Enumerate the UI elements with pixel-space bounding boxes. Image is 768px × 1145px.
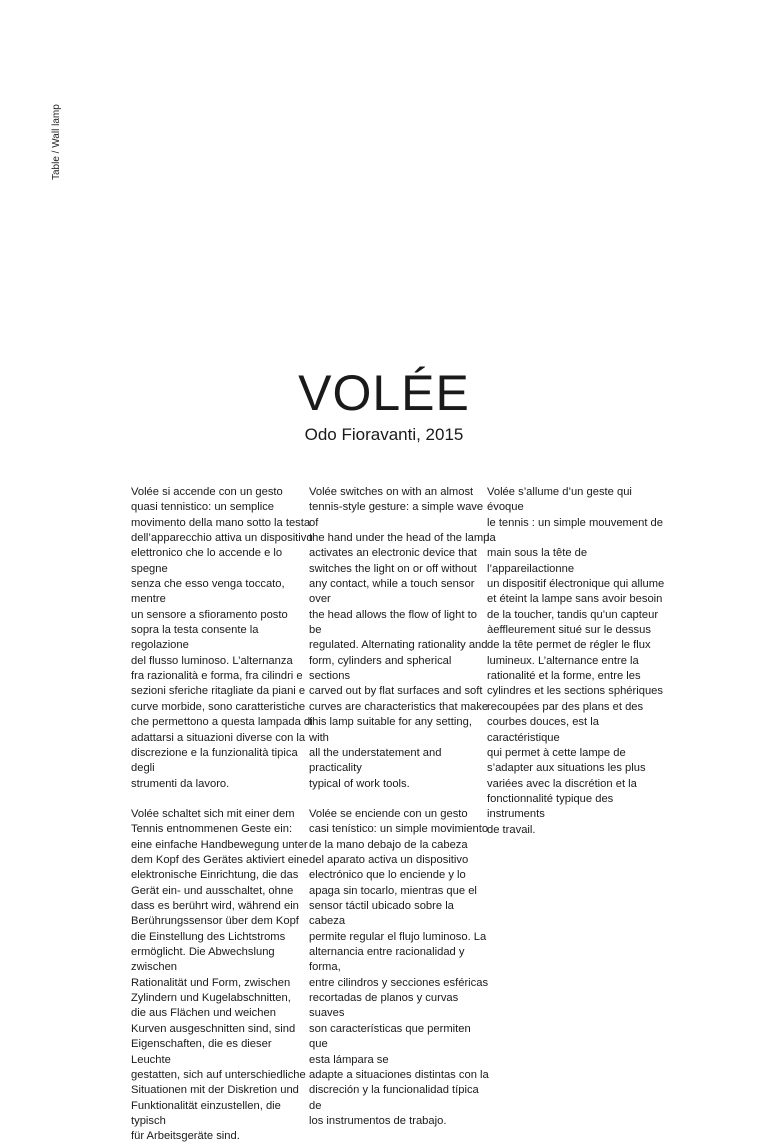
paragraph-french: Volée s’allume d’un geste qui évoque le tennis : un simple mouvement de la main sous la tête de l’appareilactionne un dispositif électronique qui allume et éteint la lampe sans avoir besoin de la toucher, tandis qu’un capteur àeffleurement situé sur le dessus de la tête permet de régler le flux lumineux. L’alternance entre la rationalité et la forme, entre les cylindres et les sections sphériques recoupées par des plans et des courbes douces, est la caractéristique qui permet à cette lampe de s’adapter aux situations les plus variées avec la discrétion et la fonctionnalité typique des instruments de travail. bbox=[487, 486, 665, 836]
paragraph-spanish: Volée se enciende con un gesto casi tenístico: un simple movimiento de la mano debajo de la cabeza del aparato activa un dispositivo electrónico que lo enciende y lo apaga sin tocarlo, mientras que el sensor táctil ubicado sobre la cabeza permite regular el flujo luminoso. La alternancia entre racionalidad y forma, entre cilindros y secciones esféricas recortadas de planos y curvas suaves son características que permiten que esta lámpara se adapte a situaciones distintas con la discreción y la funcionalidad típica de los instrumentos de trabajo. bbox=[309, 808, 489, 1127]
paragraph-english: Volée switches on with an almost tennis-style gesture: a simple wave of the hand under the head of the lamp activates an electronic device that switches the light on or off without any contact, while a touch sensor over the head allows the flow of light to be regulated. Alternating rationality and form, cylinders and spherical sections carved out by flat surfaces and soft curves are characteristics that make this lamp suitable for any setting, with all the understatement and practicality typical of work tools. bbox=[309, 486, 490, 790]
product-title: VOLÉE bbox=[298, 365, 470, 421]
paragraph-german: Volée schaltet sich mit einer dem Tennis entnommenen Geste ein: eine einfache Handbewegung unter dem Kopf des Gerätes aktiviert eine elektronische Einrichtung, die das Gerät ein- und ausschaltet, ohne dass es berührt wird, während ein Berührungssensor über dem Kopf die Einstellung des Lichtstroms ermöglicht. Die Abwechslung zwischen Rationalität und Form, zwischen Zylindern und Kugelabschnitten, die aus Flächen und weichen Kurven ausgeschnitten sind, sind Eigenschaften, die es dieser Leuchte gestatten, sich auf unterschiedliche Situationen mit der Diskretion und Funktionalität einzustellen, die typisch für Arbeitsgeräte sind. bbox=[131, 808, 309, 1143]
designer-year: Odo Fioravanti, 2015 bbox=[304, 425, 464, 444]
category-label: Table / Wall lamp bbox=[51, 104, 62, 180]
paragraph-italian: Volée si accende con un gesto quasi tennistico: un semplice movimento della mano sotto la testa dell’apparecchio attiva un dispositivo elettronico che lo accende e lo spegne senza che esso venga toccato, mentre un sensore a sfioramento posto sopra la testa consente la regolazione del flusso luminoso. L’alternanza fra razionalità e forma, fra cilindri e sezioni sferiche ritagliate da piani e curve morbide, sono caratteristiche che permettono a questa lampada di adattarsi a situazioni diverse con la discrezione e la funzionalità tipica degli strumenti da lavoro. bbox=[131, 486, 313, 790]
